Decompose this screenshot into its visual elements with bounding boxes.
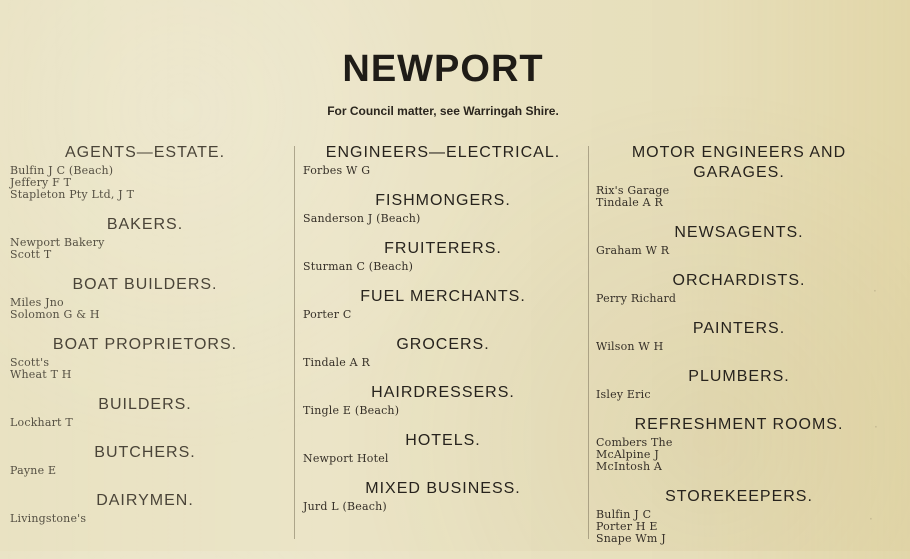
- left-column: [10, 143, 280, 539]
- section-boat-proprietors: [10, 335, 280, 381]
- section-heading: MIXED BUSINESS.: [365, 480, 521, 497]
- section-heading: FUEL MERCHANTS.: [360, 288, 526, 305]
- section-storekeepers: [596, 487, 882, 545]
- directory-entry: Snape Wm J: [596, 532, 666, 545]
- section-agents-estate: [10, 143, 280, 201]
- section-boat-builders: [10, 275, 280, 321]
- directory-entry: Sanderson J (Beach): [303, 212, 421, 225]
- column-divider-2: [588, 146, 589, 539]
- directory-entry: Tindale A R: [303, 356, 370, 369]
- directory-entry: Bulfin J C (Beach): [10, 164, 114, 177]
- directory-entry: Sturman C (Beach): [303, 260, 414, 273]
- directory-entry: Porter H E: [596, 520, 658, 533]
- directory-entry: Forbes W G: [303, 164, 371, 177]
- paper-speck: ·: [873, 284, 877, 298]
- section-heading: BOAT PROPRIETORS.: [52, 336, 238, 353]
- section-bakers: [10, 215, 280, 261]
- directory-entry: Porter C: [303, 308, 352, 321]
- section-heading: BUTCHERS.: [94, 444, 196, 461]
- section-heading: FISHMONGERS.: [375, 192, 511, 209]
- section-newsagents: [596, 223, 882, 257]
- section-heading: BOAT BUILDERS.: [72, 276, 218, 293]
- directory-entry: Bulfin J C: [596, 508, 652, 521]
- section-heading: NEWSAGENTS.: [674, 224, 804, 241]
- directory-entry: McAlpine J: [596, 448, 659, 461]
- section-heading: STOREKEEPERS.: [665, 488, 813, 505]
- section-heading: MOTOR ENGINEERS AND GARAGES.: [631, 144, 847, 181]
- page-subtitle: For Council matter, see Warringah Shire.: [327, 104, 559, 118]
- section-heading: FRUITERERS.: [384, 240, 502, 257]
- section-heading: HAIRDRESSERS.: [371, 384, 515, 401]
- section-dairymen: [10, 491, 280, 525]
- directory-entry: Scott's: [10, 356, 50, 369]
- directory-entry: Tindale A R: [596, 196, 663, 209]
- section-fishmongers: [303, 191, 583, 225]
- directory-entry: Solomon G & H: [10, 308, 100, 321]
- section-plumbers: [596, 367, 882, 401]
- directory-entry: Stapleton Pty Ltd, J T: [10, 188, 135, 201]
- right-column: [596, 143, 882, 559]
- section-hotels: [303, 431, 583, 465]
- section-heading: HOTELS.: [405, 432, 481, 449]
- directory-entry: Miles Jno: [10, 296, 64, 309]
- section-hairdressers: [303, 383, 583, 417]
- section-heading: PAINTERS.: [692, 320, 786, 337]
- directory-entry: Livingstone's: [10, 512, 87, 525]
- directory-entry: Combers The: [596, 436, 673, 449]
- directory-entry: Jeffery F T: [10, 176, 72, 189]
- section-fuel-merchants: [303, 287, 583, 321]
- directory-entry: Jurd L (Beach): [303, 500, 387, 513]
- directory-entry: Newport Hotel: [303, 452, 389, 465]
- section-heading: ORCHARDISTS.: [672, 272, 806, 289]
- section-refreshment-rooms: [596, 415, 882, 473]
- page-title: NEWPORT: [342, 48, 544, 90]
- directory-entry: Wheat T H: [10, 368, 72, 381]
- column-divider-1: [294, 146, 295, 539]
- middle-column: [303, 143, 583, 527]
- section-mixed-business: [303, 479, 583, 513]
- section-engineers-electrical: [303, 143, 583, 177]
- directory-entry: McIntosh A: [596, 460, 663, 473]
- section-heading: GROCERS.: [396, 336, 490, 353]
- directory-entry: Wilson W H: [596, 340, 664, 353]
- section-fruiterers: [303, 239, 583, 273]
- directory-entry: Isley Eric: [596, 388, 651, 401]
- section-heading: ENGINEERS—ELECTRICAL.: [325, 144, 561, 161]
- section-heading: DAIRYMEN.: [96, 492, 194, 509]
- section-grocers: [303, 335, 583, 369]
- paper-speck: ·: [869, 512, 873, 526]
- directory-entry: Graham W R: [596, 244, 670, 257]
- directory-entry: Newport Bakery: [10, 236, 105, 249]
- section-motor-engineers-garages: [596, 143, 882, 209]
- directory-entry: Scott T: [10, 248, 52, 261]
- section-painters: [596, 319, 882, 353]
- section-butchers: [10, 443, 280, 477]
- section-heading: PLUMBERS.: [688, 368, 790, 385]
- directory-entry: Tingle E (Beach): [303, 404, 400, 417]
- section-heading: BAKERS.: [106, 216, 184, 233]
- section-heading: BUILDERS.: [98, 396, 192, 413]
- directory-entry: Lockhart T: [10, 416, 73, 429]
- directory-entry: Payne E: [10, 464, 57, 477]
- section-orchardists: [596, 271, 882, 305]
- section-heading: REFRESHMENT ROOMS.: [634, 416, 844, 433]
- section-builders: [10, 395, 280, 429]
- directory-entry: Perry Richard: [596, 292, 677, 305]
- section-heading: AGENTS—ESTATE.: [64, 144, 226, 161]
- paper-speck: ·: [874, 420, 878, 434]
- directory-entry: Rix's Garage: [596, 184, 670, 197]
